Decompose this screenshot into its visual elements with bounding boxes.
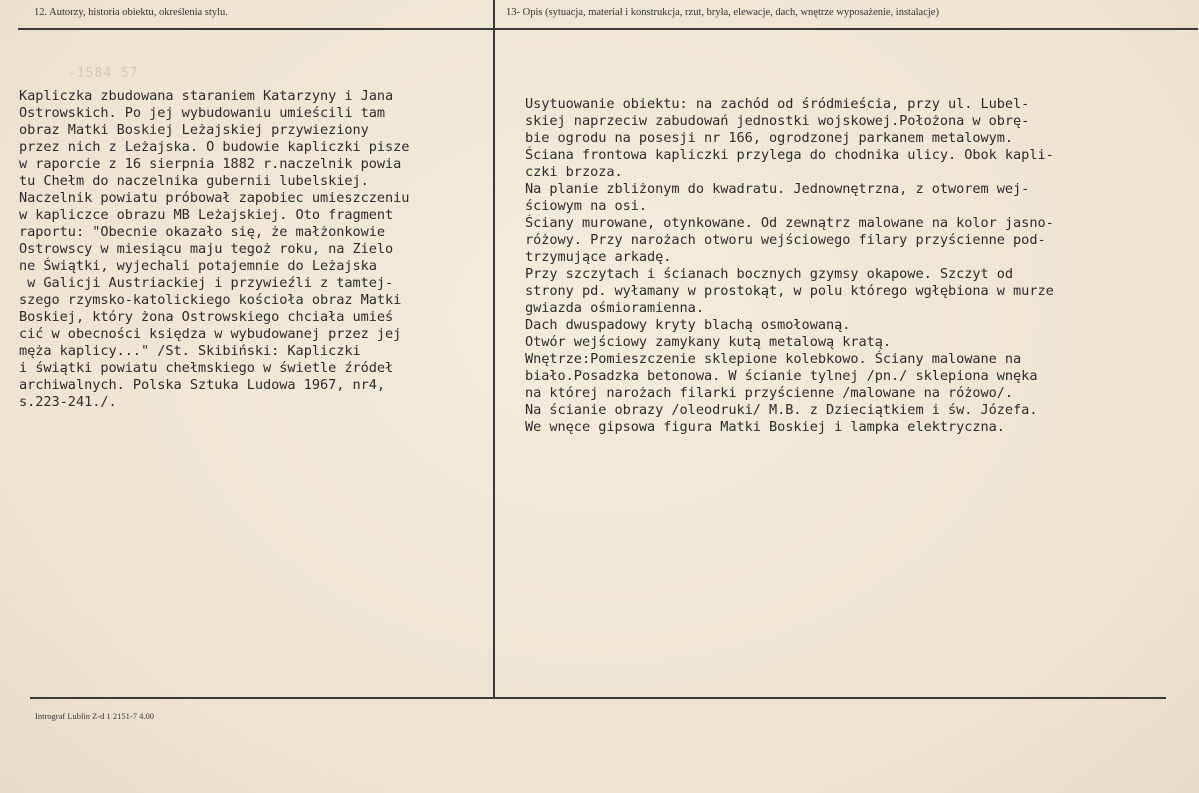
typed-line: Przy szczytach i ścianach bocznych gzymsy okapowe. Szczyt od [525, 266, 1014, 282]
typed-line: w Galicji Austriackiej i przywieźli z tamtej- [19, 275, 394, 291]
typed-line: skiej naprzeciw zabudowań jednostki wojskowej.Położona w obrę- [525, 113, 1030, 129]
typed-line: archiwalnych. Polska Sztuka Ludowa 1967, nr4, [19, 377, 386, 393]
typed-line: We wnęce gipsowa figura Matki Boskiej i lampka elektryczna. [525, 419, 1005, 435]
printer-imprint: Intrograf Lublin Z-d 1 2151-7 4.00 [35, 711, 154, 721]
section-13-header: 13- Opis (sytuacja, materiał i konstrukcja, rzut, bryła, elewacje, dach, wnętrze wyposażenie, instalacje) [506, 7, 939, 18]
typed-line: Kapliczka zbudowana staraniem Katarzyny i Jana [19, 88, 394, 104]
typed-line: tu Chełm do naczelnika gubernii lubelskiej. [19, 173, 369, 189]
typed-line: Ostrowscy w miesiącu maju tegoż roku, na Zielo [19, 241, 394, 257]
typed-line: Ostrowskich. Po jej wybudowaniu umieścili tam [19, 105, 386, 121]
typed-line: trzymujące arkadę. [525, 249, 672, 265]
typed-line: ne Świątki, wyjechali potajemnie do Leżajska [19, 258, 377, 274]
typed-line: Na planie zbliżonym do kwadratu. Jednownętrzna, z otworem wej- [525, 181, 1030, 197]
description-typed-text [525, 96, 1054, 436]
typed-line: szego rzymsko-katolickiego kościoła obraz Matki [19, 292, 402, 308]
column-divider [493, 0, 495, 697]
typed-line: męża kaplicy..." /St. Skibiński: Kapliczki [19, 343, 361, 359]
typed-line: i świątki powiatu chełmskiego w świetle źródeł [19, 360, 394, 376]
typed-line: Na ścianie obrazy /oleodruki/ M.B. z Dzieciątkiem i św. Józefa. [525, 402, 1038, 418]
typed-line: biało.Posadzka betonowa. W ścianie tylnej /pn./ sklepiona wnęka [525, 368, 1038, 384]
top-rule [18, 28, 1198, 30]
history-typed-text [19, 88, 409, 411]
typed-line: Boskiej, który żona Ostrowskiego chciała umieś [19, 309, 394, 325]
typed-line: w raporcie z 16 sierpnia 1882 r.naczelnik powia [19, 156, 402, 172]
typed-line: raportu: "Obecnie okazało się, że małżonkowie [19, 224, 386, 240]
typed-line: cić w obecności księdza w wybudowanej przez jej [19, 326, 402, 342]
typed-line: ściowym na osi. [525, 198, 648, 214]
faint-pencil-note: -1584 57 [68, 66, 139, 81]
typed-line: różowy. Przy narożach otworu wejściowego filary przyścienne pod- [525, 232, 1046, 248]
typed-line: Naczelnik powiatu próbował zapobiec umieszczeniu [19, 190, 410, 206]
typed-line: na której narożach filarki przyścienne /malowane na różowo/. [525, 385, 1014, 401]
bottom-rule [30, 697, 1166, 699]
typed-line: bie ogrodu na posesji nr 166, ogrodzonej parkanem metalowym. [525, 130, 1014, 146]
section-12-header: 12. Autorzy, historia obiektu, określenia stylu. [34, 7, 228, 18]
typed-line: Ściana frontowa kapliczki przylega do chodnika ulicy. Obok kapli- [525, 147, 1054, 163]
typed-line: Wnętrze:Pomieszczenie sklepione kolebkowo. Ściany malowane na [525, 351, 1022, 367]
typed-line: Dach dwuspadowy kryty blachą osmołowaną. [525, 317, 851, 333]
typed-line: Usytuowanie obiektu: na zachód od śródmieścia, przy ul. Lubel- [525, 96, 1030, 112]
typed-line: obraz Matki Boskiej Leżajskiej przywieziony [19, 122, 369, 138]
typed-line: s.223-241./. [19, 394, 117, 410]
typed-line: strony pd. wyłamany w prostokąt, w polu którego wgłębiona w murze [525, 283, 1054, 299]
typed-line: gwiazda ośmioramienna. [525, 300, 704, 316]
typed-line: w kapliczce obrazu MB Leżajskiej. Oto fragment [19, 207, 394, 223]
typed-line: przez nich z Leżajska. O budowie kapliczki pisze [19, 139, 410, 155]
typed-line: czki brzoza. [525, 164, 623, 180]
typed-line: Ściany murowane, otynkowane. Od zewnątrz malowane na kolor jasno- [525, 215, 1054, 231]
typed-line: Otwór wejściowy zamykany kutą metalową kratą. [525, 334, 892, 350]
